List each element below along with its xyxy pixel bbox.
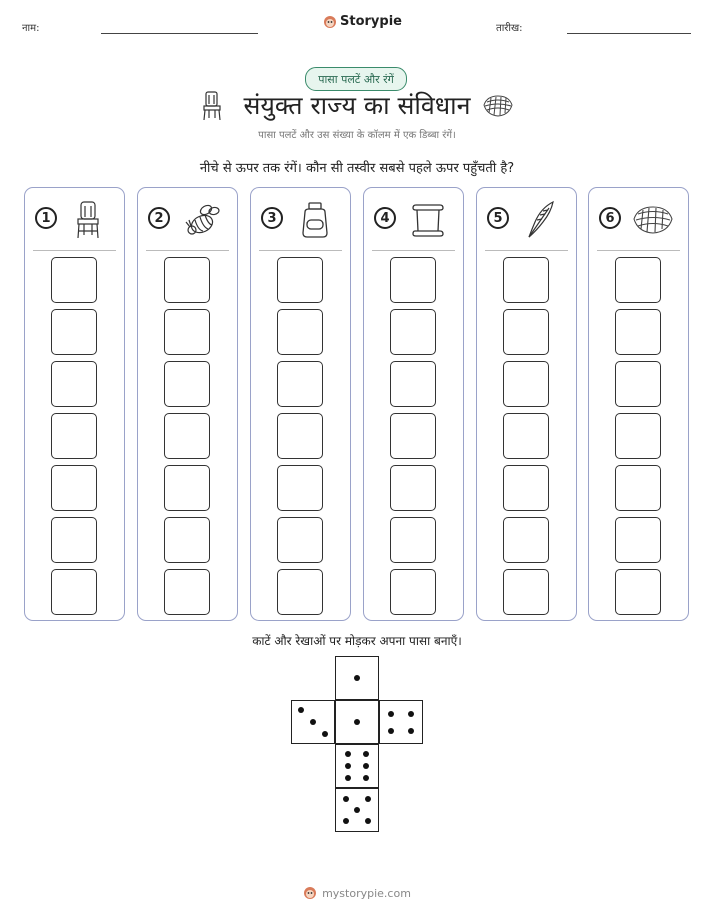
pip — [310, 719, 316, 725]
column-header — [364, 198, 463, 244]
color-box[interactable] — [390, 257, 436, 303]
color-box[interactable] — [390, 361, 436, 407]
storypie-mascot-icon — [323, 15, 337, 29]
pip — [388, 711, 394, 717]
color-box[interactable] — [390, 569, 436, 615]
color-box[interactable] — [503, 517, 549, 563]
pip — [354, 807, 360, 813]
color-box[interactable] — [277, 309, 323, 355]
column-header — [589, 198, 688, 244]
pip — [298, 707, 304, 713]
die-net — [290, 656, 426, 836]
color-box[interactable] — [164, 309, 210, 355]
pip — [354, 719, 360, 725]
column-number: 5 — [487, 207, 509, 229]
color-box[interactable] — [164, 569, 210, 615]
pip — [363, 751, 369, 757]
color-box[interactable] — [51, 569, 97, 615]
column-5 — [476, 187, 577, 621]
color-box[interactable] — [615, 257, 661, 303]
color-box[interactable] — [390, 309, 436, 355]
column-4 — [363, 187, 464, 621]
color-box[interactable] — [503, 413, 549, 459]
die-face — [335, 788, 379, 832]
column-number: 1 — [35, 207, 57, 229]
pip — [408, 728, 414, 734]
brand-name: Storypie — [340, 14, 402, 29]
color-box[interactable] — [503, 309, 549, 355]
column-header — [138, 198, 237, 244]
color-box[interactable] — [615, 413, 661, 459]
color-box[interactable] — [277, 569, 323, 615]
chair-icon — [71, 200, 105, 240]
pip — [363, 775, 369, 781]
pip — [363, 763, 369, 769]
column-header — [477, 198, 576, 244]
pip — [388, 728, 394, 734]
page-footer — [0, 886, 714, 900]
color-box[interactable] — [615, 517, 661, 563]
column-1 — [24, 187, 125, 621]
color-box[interactable] — [164, 257, 210, 303]
column-number: 3 — [261, 207, 283, 229]
color-box[interactable] — [164, 465, 210, 511]
pip — [354, 675, 360, 681]
color-box[interactable] — [615, 361, 661, 407]
color-box[interactable] — [164, 517, 210, 563]
column-number: 2 — [148, 207, 170, 229]
inkwell-icon — [297, 200, 333, 240]
die-face — [335, 700, 379, 744]
woven-basket-icon — [631, 204, 675, 236]
date-label: तारीख: — [496, 23, 523, 34]
column-header — [25, 198, 124, 244]
activity-badge: पासा पलटें और रंगें — [305, 67, 407, 91]
column-divider — [372, 250, 455, 251]
column-divider — [485, 250, 568, 251]
column-2 — [137, 187, 238, 621]
color-box[interactable] — [164, 361, 210, 407]
pip — [343, 818, 349, 824]
worksheet-header — [0, 14, 714, 44]
color-box[interactable] — [277, 257, 323, 303]
column-header — [251, 198, 350, 244]
pip — [345, 763, 351, 769]
column-divider — [146, 250, 229, 251]
color-box[interactable] — [615, 465, 661, 511]
color-box[interactable] — [164, 413, 210, 459]
bee-icon — [184, 200, 224, 240]
color-box[interactable] — [615, 569, 661, 615]
color-box[interactable] — [51, 465, 97, 511]
color-box[interactable] — [503, 465, 549, 511]
pip — [343, 796, 349, 802]
name-line — [101, 33, 258, 34]
scroll-icon — [410, 200, 446, 240]
color-box[interactable] — [390, 413, 436, 459]
column-3 — [250, 187, 351, 621]
die-face — [291, 700, 335, 744]
color-box[interactable] — [277, 413, 323, 459]
page-title: संयुक्त राज्य का संविधान — [243, 91, 471, 120]
pip — [345, 775, 351, 781]
color-box[interactable] — [277, 517, 323, 563]
pip — [365, 796, 371, 802]
column-number: 6 — [599, 207, 621, 229]
storypie-mascot-icon — [303, 886, 317, 900]
color-box[interactable] — [277, 465, 323, 511]
pip — [345, 751, 351, 757]
name-label: नाम: — [22, 23, 40, 34]
color-box[interactable] — [51, 517, 97, 563]
pip — [408, 711, 414, 717]
color-box[interactable] — [51, 309, 97, 355]
instruction-text: नीचे से ऊपर तक रंगें। कौन सी तस्वीर सबसे पहले ऊपर पहुँचती है? — [199, 161, 515, 176]
woven-basket-icon — [481, 93, 515, 119]
brand-logo — [323, 14, 402, 29]
pip — [365, 818, 371, 824]
column-6 — [588, 187, 689, 621]
die-face — [335, 744, 379, 788]
die-face — [335, 656, 379, 700]
die-face — [379, 700, 423, 744]
footer-url[interactable]: mystorypie.com — [322, 886, 411, 900]
color-box[interactable] — [390, 465, 436, 511]
date-line — [567, 33, 691, 34]
pip — [322, 731, 328, 737]
column-number: 4 — [374, 207, 396, 229]
race-columns — [24, 187, 690, 623]
column-divider — [597, 250, 680, 251]
column-divider — [33, 250, 116, 251]
color-box[interactable] — [51, 413, 97, 459]
color-box[interactable] — [390, 517, 436, 563]
color-box[interactable] — [615, 309, 661, 355]
quill-icon — [523, 200, 559, 240]
column-divider — [259, 250, 342, 251]
page-subtitle: पासा पलटें और उस संख्या के कॉलम में एक डिब्बा रंगें। — [258, 130, 456, 141]
color-box[interactable] — [503, 257, 549, 303]
die-instruction: काटें और रेखाओं पर मोड़कर अपना पासा बनाएँ। — [252, 634, 462, 648]
color-box[interactable] — [503, 361, 549, 407]
color-box[interactable] — [51, 361, 97, 407]
color-box[interactable] — [51, 257, 97, 303]
color-box[interactable] — [277, 361, 323, 407]
color-box[interactable] — [503, 569, 549, 615]
